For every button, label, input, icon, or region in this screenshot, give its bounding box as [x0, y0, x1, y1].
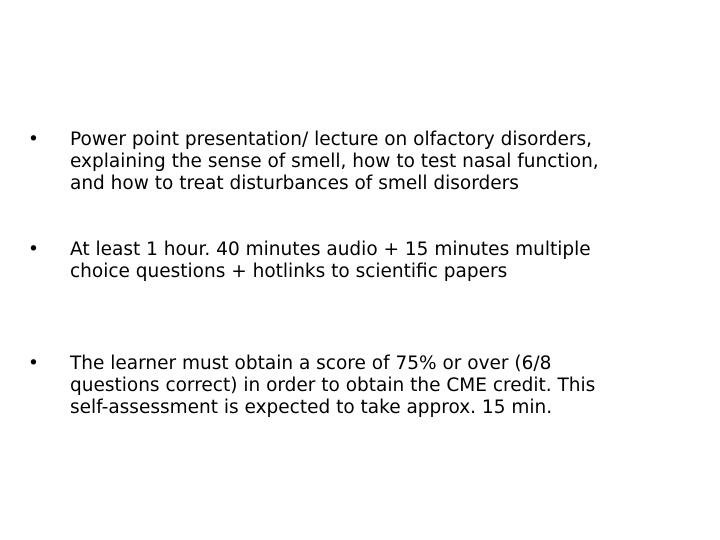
bullet-text	[70, 129, 682, 195]
bullet-line: questions correct) in order to obtain the CME credit. This	[70, 375, 596, 396]
bullet-icon: •	[28, 239, 39, 260]
bullet-line: explaining the sense of smell, how to test nasal function,	[70, 151, 599, 172]
bullet-item-duration	[22, 239, 682, 283]
bullet-item-lecture	[22, 129, 682, 195]
bullet-item-assessment	[22, 353, 682, 419]
bullet-line: choice questions + hotlinks to scientific papers	[70, 261, 508, 282]
bullet-line: Power point presentation/ lecture on olfactory disorders,	[70, 129, 593, 150]
bullet-line: At least 1 hour. 40 minutes audio + 15 minutes multiple	[70, 239, 591, 260]
bullet-line: and how to treat disturbances of smell disorders	[70, 173, 519, 194]
bullet-text	[70, 239, 682, 283]
bullet-icon: •	[28, 129, 39, 150]
bullet-line: self-assessment is expected to take approx. 15 min.	[70, 397, 553, 418]
bullet-text	[70, 353, 682, 419]
bullet-icon: •	[28, 353, 39, 374]
bullet-line: The learner must obtain a score of 75% or over (6/8	[70, 353, 552, 374]
